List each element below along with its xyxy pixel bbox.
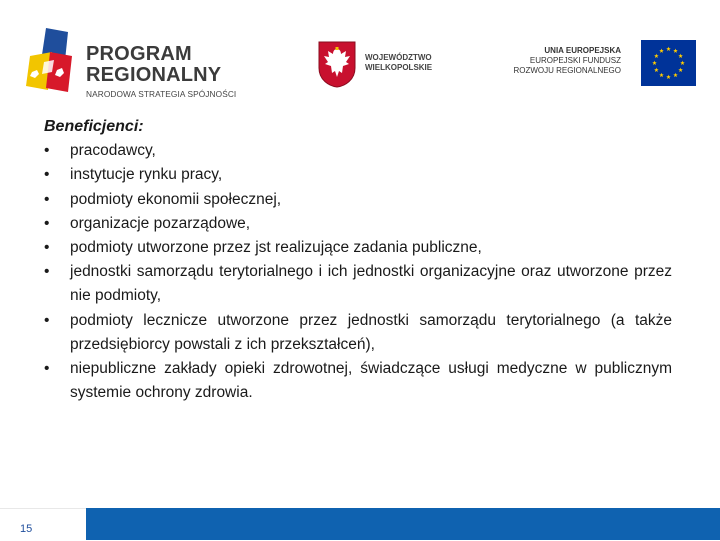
- bullet-icon: •: [44, 166, 50, 184]
- list-item: [44, 163, 672, 187]
- list-item: [44, 212, 672, 236]
- program-logo-line3: NARODOWA STRATEGIA SPÓJNOŚCI: [86, 89, 237, 99]
- list-item-text: organizacje pozarządowe,: [70, 214, 251, 232]
- bullet-icon: •: [44, 263, 50, 281]
- list-item-text: podmioty ekonomii społecznej,: [70, 190, 282, 208]
- list-item-text: instytucje rynku pracy,: [70, 166, 223, 184]
- program-regionalny-emblem-icon: [24, 26, 84, 98]
- list-item-text: jednostki samorządu terytorialnego i ich jednostki organizacyjne oraz utworzone przez nie podmioty,: [70, 263, 672, 305]
- eu-logo-line3: ROZWOJU REGIONALNEGO: [513, 66, 621, 75]
- footer: [0, 508, 720, 540]
- list-item-text: podmioty utworzone przez jst realizujące zadania publiczne,: [70, 239, 482, 257]
- footer-color-bar: [86, 508, 720, 540]
- bullet-icon: •: [44, 214, 50, 232]
- list-item: [44, 188, 672, 212]
- page-number: 15: [20, 523, 33, 535]
- eu-fund-logo: [498, 40, 696, 88]
- region-logo-line1: WOJEWÓDZTWO: [365, 53, 432, 62]
- bullet-icon: •: [44, 360, 50, 378]
- eu-logo-line1: UNIA EUROPEJSKA: [544, 46, 621, 55]
- eu-logo-line2: EUROPEJSKI FUNDUSZ: [529, 56, 621, 65]
- beneficiaries-list: [44, 139, 672, 405]
- list-item: [44, 357, 672, 405]
- bullet-icon: •: [44, 311, 50, 329]
- list-item: [44, 309, 672, 357]
- program-regionalny-logo: [24, 26, 254, 98]
- list-item-text: pracodawcy,: [70, 142, 156, 160]
- list-item: [44, 260, 672, 308]
- list-item: [44, 139, 672, 163]
- program-logo-line1: PROGRAM: [86, 43, 192, 65]
- slide-content: [44, 115, 672, 405]
- bullet-icon: •: [44, 239, 50, 257]
- crest-eagle-icon: [317, 40, 357, 88]
- bullet-icon: •: [44, 142, 50, 160]
- list-item: [44, 236, 672, 260]
- program-logo-line2: REGIONALNY: [86, 64, 222, 86]
- beneficiaries-heading: Beneficjenci:: [44, 118, 144, 135]
- wielkopolskie-logo: [317, 40, 457, 90]
- list-item-text: podmioty lecznicze utworzone przez jednostki samorządu terytorialnego (a także przedsiębiorcy powstali z ich przekształceń),: [70, 311, 672, 353]
- bullet-icon: •: [44, 190, 50, 208]
- list-item-text: niepubliczne zakłady opieki zdrowotnej, świadczące usługi medyczne w publicznym systemie ochrony zdrowia.: [70, 360, 672, 402]
- region-logo-line2: WIELKOPOLSKIE: [365, 63, 433, 72]
- page-number-box: [0, 508, 86, 541]
- eu-flag-icon: [641, 40, 696, 86]
